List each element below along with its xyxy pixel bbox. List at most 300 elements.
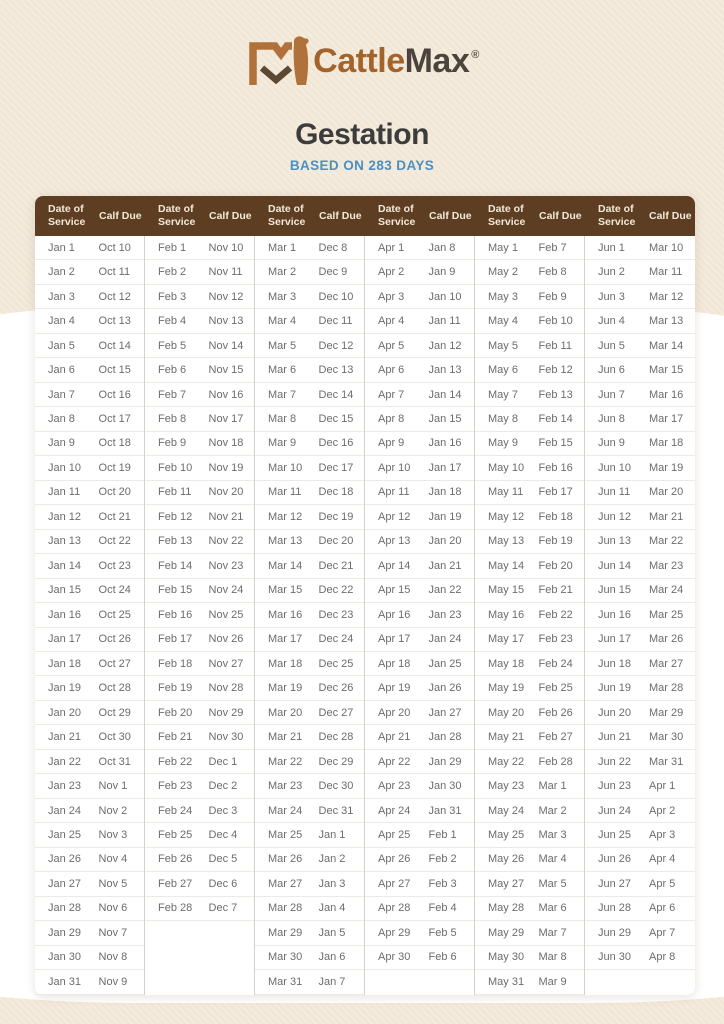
- due-date-cell: Dec 3: [208, 804, 238, 817]
- due-date-cell: Oct 11: [98, 266, 131, 279]
- month-column-2: [145, 236, 255, 995]
- table-row: [365, 456, 474, 480]
- table-row: [255, 505, 364, 529]
- service-date-cell: Apr 17: [378, 633, 411, 646]
- due-date-cell: Jan 29: [428, 755, 462, 768]
- due-date-cell: Feb 28: [538, 755, 573, 768]
- due-date-cell: Mar 14: [649, 339, 684, 352]
- due-date-cell: Dec 23: [318, 608, 354, 621]
- service-date-cell: Jun 30: [598, 951, 632, 964]
- due-date-cell: Dec 19: [318, 510, 354, 523]
- service-date-cell: Jan 5: [48, 339, 75, 352]
- table-row: [365, 432, 474, 456]
- due-date-cell: Mar 17: [649, 413, 684, 426]
- service-date-cell: Mar 22: [268, 755, 303, 768]
- due-date-cell: Oct 27: [98, 657, 131, 670]
- service-date-cell: May 13: [488, 535, 525, 548]
- due-date-cell: Mar 23: [649, 559, 684, 572]
- service-date-cell: Apr 4: [378, 315, 405, 328]
- service-date-cell: Jan 2: [48, 266, 75, 279]
- table-row: [365, 848, 474, 872]
- service-date-cell: May 4: [488, 315, 518, 328]
- service-date-cell: Jun 5: [598, 339, 625, 352]
- table-row: [145, 260, 254, 284]
- table-row: [475, 554, 584, 578]
- service-date-cell: Jan 25: [48, 828, 82, 841]
- service-date-cell: Mar 8: [268, 413, 297, 426]
- due-date-cell: Oct 29: [98, 706, 131, 719]
- table-row: [365, 334, 474, 358]
- service-date-cell: Apr 21: [378, 731, 411, 744]
- due-date-cell: Dec 10: [318, 290, 354, 303]
- due-date-cell: Dec 15: [318, 413, 354, 426]
- due-date-cell: Mar 26: [649, 633, 684, 646]
- service-date-cell: Jan 7: [48, 388, 75, 401]
- due-date-cell: Oct 21: [98, 510, 131, 523]
- due-date-cell: Feb 4: [428, 902, 457, 915]
- table-row: [145, 456, 254, 480]
- due-date-cell: Feb 23: [538, 633, 573, 646]
- due-date-cell: Dec 14: [318, 388, 354, 401]
- table-body: [35, 236, 695, 995]
- table-row: [255, 628, 364, 652]
- table-row: [255, 750, 364, 774]
- table-row: [145, 750, 254, 774]
- due-date-cell: Dec 28: [318, 731, 354, 744]
- service-date-cell: Feb 18: [158, 657, 193, 670]
- header-group: [475, 196, 585, 236]
- service-date-cell: Jun 10: [598, 461, 632, 474]
- due-date-cell: Oct 30: [98, 731, 131, 744]
- table-row: [365, 530, 474, 554]
- due-date-cell: Jan 4: [318, 902, 346, 915]
- service-date-cell: Jan 17: [48, 633, 82, 646]
- table-row: [585, 554, 695, 578]
- due-date-cell: Dec 25: [318, 657, 354, 670]
- service-date-cell: Feb 22: [158, 755, 193, 768]
- table-row: [365, 628, 474, 652]
- service-date-cell: May 25: [488, 828, 525, 841]
- service-date-cell: May 23: [488, 780, 525, 793]
- service-date-cell: Apr 27: [378, 877, 411, 890]
- service-date-cell: May 18: [488, 657, 525, 670]
- table-row: [255, 481, 364, 505]
- due-date-cell: Mar 19: [649, 461, 684, 474]
- service-date-cell: Feb 21: [158, 731, 193, 744]
- service-date-cell: Mar 18: [268, 657, 303, 670]
- due-date-cell: Mar 25: [649, 608, 684, 621]
- table-row: [475, 260, 584, 284]
- due-date-cell: Mar 11: [649, 266, 683, 279]
- table-row: [35, 554, 144, 578]
- table-row: [585, 701, 695, 725]
- due-date-cell: Jan 27: [428, 706, 462, 719]
- service-date-cell: Feb 27: [158, 877, 193, 890]
- table-row: [255, 383, 364, 407]
- service-date-cell: Jan 20: [48, 706, 82, 719]
- service-date-cell: Mar 31: [268, 975, 303, 988]
- table-row: [585, 725, 695, 749]
- due-date-cell: Dec 6: [208, 877, 238, 890]
- due-date-cell: Oct 19: [98, 461, 131, 474]
- table-row: [255, 236, 364, 260]
- table-row: [255, 823, 364, 847]
- table-row: [35, 897, 144, 921]
- table-row: [35, 872, 144, 896]
- table-row: [35, 334, 144, 358]
- service-date-cell: Mar 27: [268, 877, 303, 890]
- due-date-cell: Mar 10: [649, 241, 684, 254]
- service-date-cell: May 2: [488, 266, 518, 279]
- due-date-cell: Jan 7: [318, 975, 346, 988]
- table-row: [145, 554, 254, 578]
- table-row: [35, 505, 144, 529]
- service-date-cell: Feb 15: [158, 584, 193, 597]
- service-date-cell: Apr 2: [378, 266, 405, 279]
- due-date-cell: Nov 27: [208, 657, 244, 670]
- service-date-cell: May 5: [488, 339, 518, 352]
- table-row: [365, 799, 474, 823]
- due-date-cell: Nov 14: [208, 339, 244, 352]
- table-row: [585, 432, 695, 456]
- table-row: [35, 579, 144, 603]
- service-date-cell: Jun 4: [598, 315, 625, 328]
- table-row: [585, 579, 695, 603]
- service-date-cell: Jan 16: [48, 608, 82, 621]
- service-date-cell: May 9: [488, 437, 518, 450]
- service-date-cell: Feb 4: [158, 315, 187, 328]
- table-row: [585, 921, 695, 945]
- service-date-cell: Jun 11: [598, 486, 631, 499]
- table-row: [255, 554, 364, 578]
- table-row: [475, 799, 584, 823]
- calf-due-header-label: Calf Due: [99, 209, 142, 222]
- table-row: [255, 309, 364, 333]
- service-date-cell: Jun 12: [598, 510, 632, 523]
- due-date-cell: Dec 13: [318, 364, 354, 377]
- due-date-cell: Apr 8: [649, 951, 676, 964]
- table-row: [475, 481, 584, 505]
- cattlemax-logo[interactable]: [0, 30, 724, 92]
- due-date-cell: Dec 17: [318, 461, 354, 474]
- due-date-cell: Jan 30: [428, 780, 462, 793]
- table-row: [145, 530, 254, 554]
- service-date-cell: May 22: [488, 755, 525, 768]
- table-row: [365, 481, 474, 505]
- due-date-cell: Nov 24: [208, 584, 244, 597]
- service-date-cell: Apr 22: [378, 755, 411, 768]
- service-date-cell: Feb 12: [158, 510, 193, 523]
- service-date-cell: Jan 26: [48, 853, 82, 866]
- due-date-cell: Feb 2: [428, 853, 457, 866]
- table-row: [145, 603, 254, 627]
- table-row: [145, 579, 254, 603]
- due-date-cell: Nov 16: [208, 388, 244, 401]
- table-row: [35, 407, 144, 431]
- due-date-cell: Jan 13: [428, 364, 462, 377]
- calf-due-header-label: Calf Due: [429, 209, 472, 222]
- due-date-cell: Dec 27: [318, 706, 354, 719]
- table-row: [365, 260, 474, 284]
- service-date-cell: May 1: [488, 241, 518, 254]
- table-row: [145, 309, 254, 333]
- table-row: [35, 970, 144, 994]
- due-date-cell: Nov 2: [98, 804, 128, 817]
- due-date-cell: Jan 26: [428, 682, 462, 695]
- service-date-cell: Jun 7: [598, 388, 625, 401]
- service-date-cell: Jan 19: [48, 682, 82, 695]
- due-date-cell: Mar 24: [649, 584, 684, 597]
- table-row: [365, 701, 474, 725]
- due-date-cell: Oct 22: [98, 535, 131, 548]
- table-row: [585, 652, 695, 676]
- service-date-cell: Apr 3: [378, 290, 405, 303]
- table-row: [365, 725, 474, 749]
- due-date-cell: Jan 6: [318, 951, 346, 964]
- service-date-cell: May 24: [488, 804, 525, 817]
- table-row: [365, 750, 474, 774]
- due-date-cell: Feb 6: [428, 951, 457, 964]
- table-row: [145, 799, 254, 823]
- table-row: [145, 701, 254, 725]
- due-date-cell: Nov 28: [208, 682, 244, 695]
- title-block: [0, 118, 724, 173]
- service-date-cell: Feb 3: [158, 290, 187, 303]
- header-group: [585, 196, 695, 236]
- service-date-cell: Jan 9: [48, 437, 75, 450]
- due-date-cell: Feb 16: [538, 461, 573, 474]
- service-date-cell: Jun 17: [598, 633, 632, 646]
- due-date-cell: Jan 2: [318, 853, 346, 866]
- due-date-cell: Mar 27: [649, 657, 684, 670]
- service-date-cell: Mar 20: [268, 706, 303, 719]
- due-date-cell: Oct 16: [98, 388, 131, 401]
- service-date-cell: Feb 19: [158, 682, 193, 695]
- service-date-cell: Mar 17: [268, 633, 303, 646]
- due-date-cell: Nov 23: [208, 559, 244, 572]
- table-row: [585, 774, 695, 798]
- service-date-cell: Jan 18: [48, 657, 82, 670]
- service-date-cell: Jun 1: [598, 241, 625, 254]
- service-date-cell: Feb 6: [158, 364, 187, 377]
- due-date-cell: Nov 3: [98, 828, 128, 841]
- service-date-cell: May 30: [488, 951, 525, 964]
- due-date-cell: Dec 4: [208, 828, 238, 841]
- service-date-cell: Jun 6: [598, 364, 625, 377]
- table-row: [475, 750, 584, 774]
- due-date-cell: Mar 9: [538, 975, 567, 988]
- table-row: [475, 530, 584, 554]
- month-column-3: [255, 236, 365, 995]
- due-date-cell: Oct 24: [98, 584, 131, 597]
- table-row: [475, 921, 584, 945]
- due-date-cell: Nov 19: [208, 461, 244, 474]
- table-row: [35, 676, 144, 700]
- table-row: [585, 603, 695, 627]
- table-row: [145, 432, 254, 456]
- service-date-cell: Feb 28: [158, 902, 193, 915]
- table-row: [475, 285, 584, 309]
- due-date-cell: Dec 22: [318, 584, 354, 597]
- due-date-cell: Feb 25: [538, 682, 573, 695]
- gestation-table: [35, 196, 695, 995]
- service-date-cell: May 3: [488, 290, 518, 303]
- table-row: [255, 970, 364, 994]
- service-date-cell: Apr 1: [378, 241, 405, 254]
- service-date-cell: Apr 9: [378, 437, 405, 450]
- service-date-cell: May 11: [488, 486, 524, 499]
- due-date-cell: Jan 28: [428, 731, 462, 744]
- table-row: [365, 946, 474, 970]
- service-date-cell: May 20: [488, 706, 525, 719]
- due-date-cell: Jan 8: [428, 241, 456, 254]
- service-date-cell: Feb 11: [158, 486, 192, 499]
- service-date-cell: Apr 15: [378, 584, 411, 597]
- table-row: [365, 603, 474, 627]
- due-date-cell: Feb 17: [538, 486, 573, 499]
- service-date-cell: Apr 6: [378, 364, 405, 377]
- table-row: [585, 383, 695, 407]
- service-date-cell: Mar 4: [268, 315, 297, 328]
- table-row: [365, 774, 474, 798]
- due-date-cell: Mar 13: [649, 315, 684, 328]
- service-date-cell: May 27: [488, 877, 525, 890]
- due-date-cell: Jan 16: [428, 437, 462, 450]
- brand-text-primary: Cattle: [313, 41, 405, 80]
- due-date-cell: Nov 18: [208, 437, 244, 450]
- table-row: [585, 823, 695, 847]
- due-date-cell: Dec 24: [318, 633, 354, 646]
- table-row: [475, 897, 584, 921]
- header-group: [255, 196, 365, 236]
- service-date-cell: Mar 3: [268, 290, 297, 303]
- service-date-cell: Jan 29: [48, 926, 82, 939]
- due-date-cell: Jan 3: [318, 877, 346, 890]
- table-row: [475, 358, 584, 382]
- service-date-cell: Jun 21: [598, 731, 632, 744]
- due-date-cell: Mar 22: [649, 535, 684, 548]
- table-row: [255, 407, 364, 431]
- table-row: [365, 921, 474, 945]
- table-row: [145, 725, 254, 749]
- due-date-cell: Nov 10: [208, 241, 244, 254]
- due-date-cell: Feb 5: [428, 926, 457, 939]
- service-date-cell: Jan 1: [48, 241, 75, 254]
- table-row: [255, 358, 364, 382]
- due-date-cell: Dec 26: [318, 682, 354, 695]
- due-date-cell: Nov 12: [208, 290, 244, 303]
- service-date-cell: Jun 13: [598, 535, 632, 548]
- table-row: [365, 872, 474, 896]
- service-date-cell: Jun 23: [598, 780, 632, 793]
- service-date-cell: Jan 10: [48, 461, 82, 474]
- due-date-cell: Nov 4: [98, 853, 128, 866]
- due-date-cell: Jan 14: [428, 388, 462, 401]
- page-subtitle: BASED ON 283 DAYS: [289, 158, 435, 173]
- table-row: [585, 799, 695, 823]
- service-date-cell: May 8: [488, 413, 518, 426]
- due-date-cell: Feb 21: [538, 584, 573, 597]
- service-date-cell: Apr 11: [378, 486, 410, 499]
- table-row: [475, 725, 584, 749]
- table-row: [585, 358, 695, 382]
- service-date-cell: Mar 5: [268, 339, 297, 352]
- due-date-cell: Mar 5: [538, 877, 567, 890]
- brand-text: [313, 42, 479, 81]
- service-date-cell: Mar 30: [268, 951, 303, 964]
- service-date-cell: Mar 11: [268, 486, 302, 499]
- table-row: [475, 579, 584, 603]
- table-row: [585, 334, 695, 358]
- due-date-cell: Apr 2: [649, 804, 676, 817]
- due-date-cell: Mar 30: [649, 731, 684, 744]
- service-date-cell: Mar 24: [268, 804, 303, 817]
- service-date-cell: Feb 10: [158, 461, 193, 474]
- table-row: [475, 407, 584, 431]
- table-row: [365, 652, 474, 676]
- due-date-cell: Feb 7: [538, 241, 567, 254]
- due-date-cell: Nov 15: [208, 364, 244, 377]
- table-row: [255, 946, 364, 970]
- due-date-cell: Oct 17: [98, 413, 131, 426]
- table-row: [35, 823, 144, 847]
- service-date-cell: Jan 22: [48, 755, 82, 768]
- due-date-cell: Oct 14: [98, 339, 131, 352]
- table-row: [35, 358, 144, 382]
- service-date-cell: May 31: [488, 975, 525, 988]
- table-row: [585, 309, 695, 333]
- service-date-cell: May 7: [488, 388, 518, 401]
- due-date-cell: Dec 20: [318, 535, 354, 548]
- due-date-cell: Nov 22: [208, 535, 244, 548]
- table-row: [475, 505, 584, 529]
- due-date-cell: Jan 10: [428, 290, 462, 303]
- due-date-cell: Oct 10: [98, 241, 131, 254]
- service-date-cell: Feb 23: [158, 780, 193, 793]
- service-date-cell: Apr 14: [378, 559, 411, 572]
- service-date-cell: Jan 11: [48, 486, 81, 499]
- table-row: [585, 946, 695, 970]
- table-row: [475, 603, 584, 627]
- table-row: [145, 358, 254, 382]
- due-date-cell: Mar 12: [649, 290, 684, 303]
- due-date-cell: Apr 7: [649, 926, 676, 939]
- table-row: [35, 260, 144, 284]
- due-date-cell: Nov 20: [208, 486, 244, 499]
- table-row: [35, 285, 144, 309]
- service-date-cell: Apr 7: [378, 388, 405, 401]
- due-date-cell: Mar 3: [538, 828, 567, 841]
- table-row: [475, 676, 584, 700]
- table-row: [365, 897, 474, 921]
- service-date-cell: May 17: [488, 633, 525, 646]
- due-date-cell: Feb 3: [428, 877, 457, 890]
- due-date-cell: Oct 26: [98, 633, 131, 646]
- due-date-cell: Mar 20: [649, 486, 684, 499]
- service-date-cell: Jan 24: [48, 804, 82, 817]
- table-row: [35, 774, 144, 798]
- due-date-cell: Jan 22: [428, 584, 462, 597]
- service-date-cell: Jan 28: [48, 902, 82, 915]
- table-row: [35, 481, 144, 505]
- due-date-cell: Jan 31: [428, 804, 462, 817]
- service-date-cell: Jan 15: [48, 584, 82, 597]
- table-row: [585, 872, 695, 896]
- service-date-cell: Feb 24: [158, 804, 193, 817]
- due-date-cell: Jan 1: [318, 828, 346, 841]
- service-date-cell: Jun 22: [598, 755, 632, 768]
- due-date-cell: Dec 9: [318, 266, 348, 279]
